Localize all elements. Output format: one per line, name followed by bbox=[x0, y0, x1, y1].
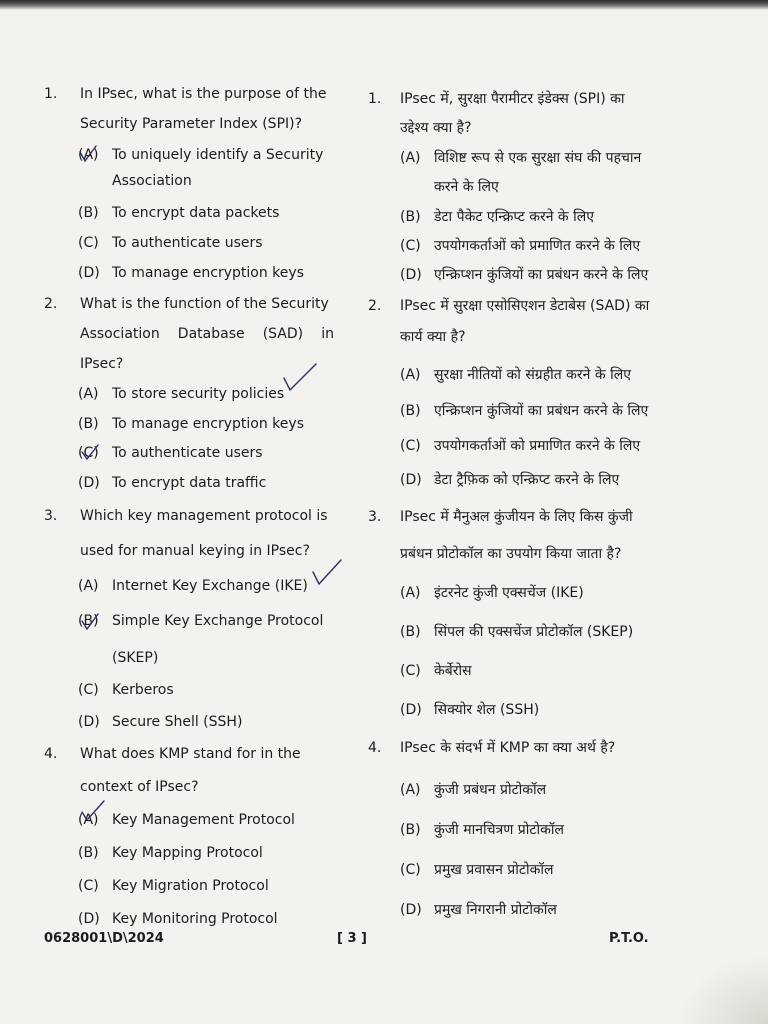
option-key: (D) bbox=[400, 472, 422, 488]
option-key: (D) bbox=[78, 714, 100, 730]
option-text: डेटा पैकेट एन्क्रिप्ट करने के लिए bbox=[434, 209, 594, 225]
page-number: [ 3 ] bbox=[337, 931, 367, 946]
option-text: To manage encryption keys bbox=[112, 416, 304, 432]
question-word: (SAD) bbox=[262, 326, 304, 342]
question-text-line: IPsec में, सुरक्षा पैरामीटर इंडेक्स (SPI) का bbox=[400, 91, 625, 107]
question-text-line: Security Parameter Index (SPI)? bbox=[80, 116, 303, 132]
option-key: (C) bbox=[400, 862, 421, 878]
option-key: (C) bbox=[78, 878, 99, 894]
question-text-line: IPsec में मैनुअल कुंजीयन के लिए किस कुंजी bbox=[400, 509, 633, 525]
question-number: 4. bbox=[44, 746, 58, 762]
option-key: (C) bbox=[400, 663, 421, 679]
option-key: (B) bbox=[400, 403, 421, 419]
option-key: (D) bbox=[78, 475, 100, 491]
option-text: To manage encryption keys bbox=[112, 265, 304, 281]
option-key: (D) bbox=[400, 902, 422, 918]
question-text-line: used for manual keying in IPsec? bbox=[80, 543, 310, 559]
option-key: (C) bbox=[78, 235, 99, 251]
option-key: (B) bbox=[400, 822, 421, 838]
option-key: (A) bbox=[400, 367, 421, 383]
option-key: (C) bbox=[400, 238, 421, 254]
option-text: इंटरनेट कुंजी एक्सचेंज (IKE) bbox=[434, 585, 584, 601]
option-text: करने के लिए bbox=[434, 179, 499, 195]
option-key: (B) bbox=[78, 845, 99, 861]
question-word: Database bbox=[177, 326, 245, 342]
please-turn-over: P.T.O. bbox=[609, 931, 649, 946]
option-key: (D) bbox=[78, 911, 100, 927]
option-text: कुंजी मानचित्रण प्रोटोकॉल bbox=[434, 822, 564, 838]
option-key: (B) bbox=[78, 613, 99, 629]
option-text: Simple Key Exchange Protocol bbox=[112, 613, 324, 629]
option-key: (B) bbox=[78, 205, 99, 221]
option-text: Key Mapping Protocol bbox=[112, 845, 263, 861]
question-text-line: कार्य क्या है? bbox=[400, 329, 466, 345]
question-text-line: What does KMP stand for in the bbox=[80, 746, 301, 762]
option-text: प्रमुख प्रवासन प्रोटोकॉल bbox=[434, 862, 554, 878]
question-number: 3. bbox=[44, 508, 58, 524]
option-text: To encrypt data packets bbox=[112, 205, 280, 221]
option-text: Secure Shell (SSH) bbox=[112, 714, 243, 730]
option-text: To encrypt data traffic bbox=[112, 475, 267, 491]
option-text: सिक्योर शेल (SSH) bbox=[434, 702, 540, 718]
option-text: केर्बेरोस bbox=[434, 663, 472, 679]
option-text: Key Migration Protocol bbox=[112, 878, 269, 894]
option-key: (A) bbox=[78, 386, 99, 402]
option-text: डेटा ट्रैफ़िक को एन्क्रिप्ट करने के लिए bbox=[434, 472, 620, 488]
option-key: (C) bbox=[78, 445, 99, 461]
option-text: (SKEP) bbox=[112, 650, 159, 666]
option-key: (B) bbox=[78, 416, 99, 432]
option-text: कुंजी प्रबंधन प्रोटोकॉल bbox=[434, 782, 547, 798]
question-text-line: context of IPsec? bbox=[80, 779, 199, 795]
option-key: (A) bbox=[400, 782, 421, 798]
question-text-line: प्रबंधन प्रोटोकॉल का उपयोग किया जाता है? bbox=[400, 546, 622, 562]
question-number: 1. bbox=[368, 91, 382, 107]
question-number: 1. bbox=[44, 86, 58, 102]
question-text-line: उद्देश्य क्या है? bbox=[400, 120, 472, 136]
option-text: Internet Key Exchange (IKE) bbox=[112, 578, 308, 594]
question-word: Association bbox=[80, 326, 160, 342]
option-key: (D) bbox=[400, 267, 422, 283]
option-text: Key Management Protocol bbox=[112, 812, 295, 828]
option-key: (A) bbox=[78, 812, 99, 828]
option-key: (A) bbox=[78, 578, 99, 594]
option-key: (A) bbox=[400, 585, 421, 601]
option-key: (D) bbox=[400, 702, 422, 718]
question-number: 2. bbox=[44, 296, 58, 312]
option-text: प्रमुख निगरानी प्रोटोकॉल bbox=[434, 902, 557, 918]
question-number: 4. bbox=[368, 740, 382, 756]
option-text: To store security policies bbox=[112, 386, 285, 402]
option-text: Key Monitoring Protocol bbox=[112, 911, 278, 927]
option-key: (A) bbox=[78, 147, 99, 163]
question-text-line: Which key management protocol is bbox=[80, 508, 328, 524]
paper-code: 0628001\D\2024 bbox=[44, 931, 164, 946]
option-key: (B) bbox=[400, 209, 421, 225]
question-text-line: IPsec के संदर्भ में KMP का क्या अर्थ है? bbox=[400, 740, 616, 756]
option-text: सुरक्षा नीतियों को संग्रहीत करने के लिए bbox=[434, 367, 631, 383]
option-key: (D) bbox=[78, 265, 100, 281]
option-text: To authenticate users bbox=[112, 235, 263, 251]
question-text-line: In IPsec, what is the purpose of the bbox=[80, 86, 327, 102]
question-text-line: IPsec? bbox=[80, 356, 124, 372]
scan-corner-shadow bbox=[678, 954, 768, 1024]
option-text: To uniquely identify a Security bbox=[112, 147, 324, 163]
question-number: 3. bbox=[368, 509, 382, 525]
option-text: To authenticate users bbox=[112, 445, 263, 461]
option-key: (C) bbox=[78, 682, 99, 698]
option-text: Kerberos bbox=[112, 682, 174, 698]
question-text-line bbox=[80, 325, 334, 343]
option-text: उपयोगकर्ताओं को प्रमाणित करने के लिए bbox=[434, 438, 641, 454]
question-text-line: IPsec में सुरक्षा एसोसिएशन डेटाबेस (SAD) का bbox=[400, 298, 650, 314]
option-text: विशिष्ट रूप से एक सुरक्षा संघ की पहचान bbox=[434, 150, 642, 166]
option-text: सिंपल की एक्सचेंज प्रोटोकॉल (SKEP) bbox=[434, 624, 634, 640]
option-key: (A) bbox=[400, 150, 421, 166]
question-number: 2. bbox=[368, 298, 382, 314]
option-key: (B) bbox=[400, 624, 421, 640]
option-text: एन्क्रिप्शन कुंजियों का प्रबंधन करने के लिए bbox=[434, 403, 649, 419]
scan-top-edge bbox=[0, 0, 768, 10]
handwritten-tick-mark bbox=[280, 360, 320, 396]
option-text: Association bbox=[112, 173, 192, 189]
handwritten-tick-mark bbox=[309, 556, 345, 592]
question-word: in bbox=[321, 326, 334, 342]
question-text-line: What is the function of the Security bbox=[80, 296, 329, 312]
option-text: एन्क्रिप्शन कुंजियों का प्रबंधन करने के लिए bbox=[434, 267, 649, 283]
option-key: (C) bbox=[400, 438, 421, 454]
option-text: उपयोगकर्ताओं को प्रमाणित करने के लिए bbox=[434, 238, 641, 254]
